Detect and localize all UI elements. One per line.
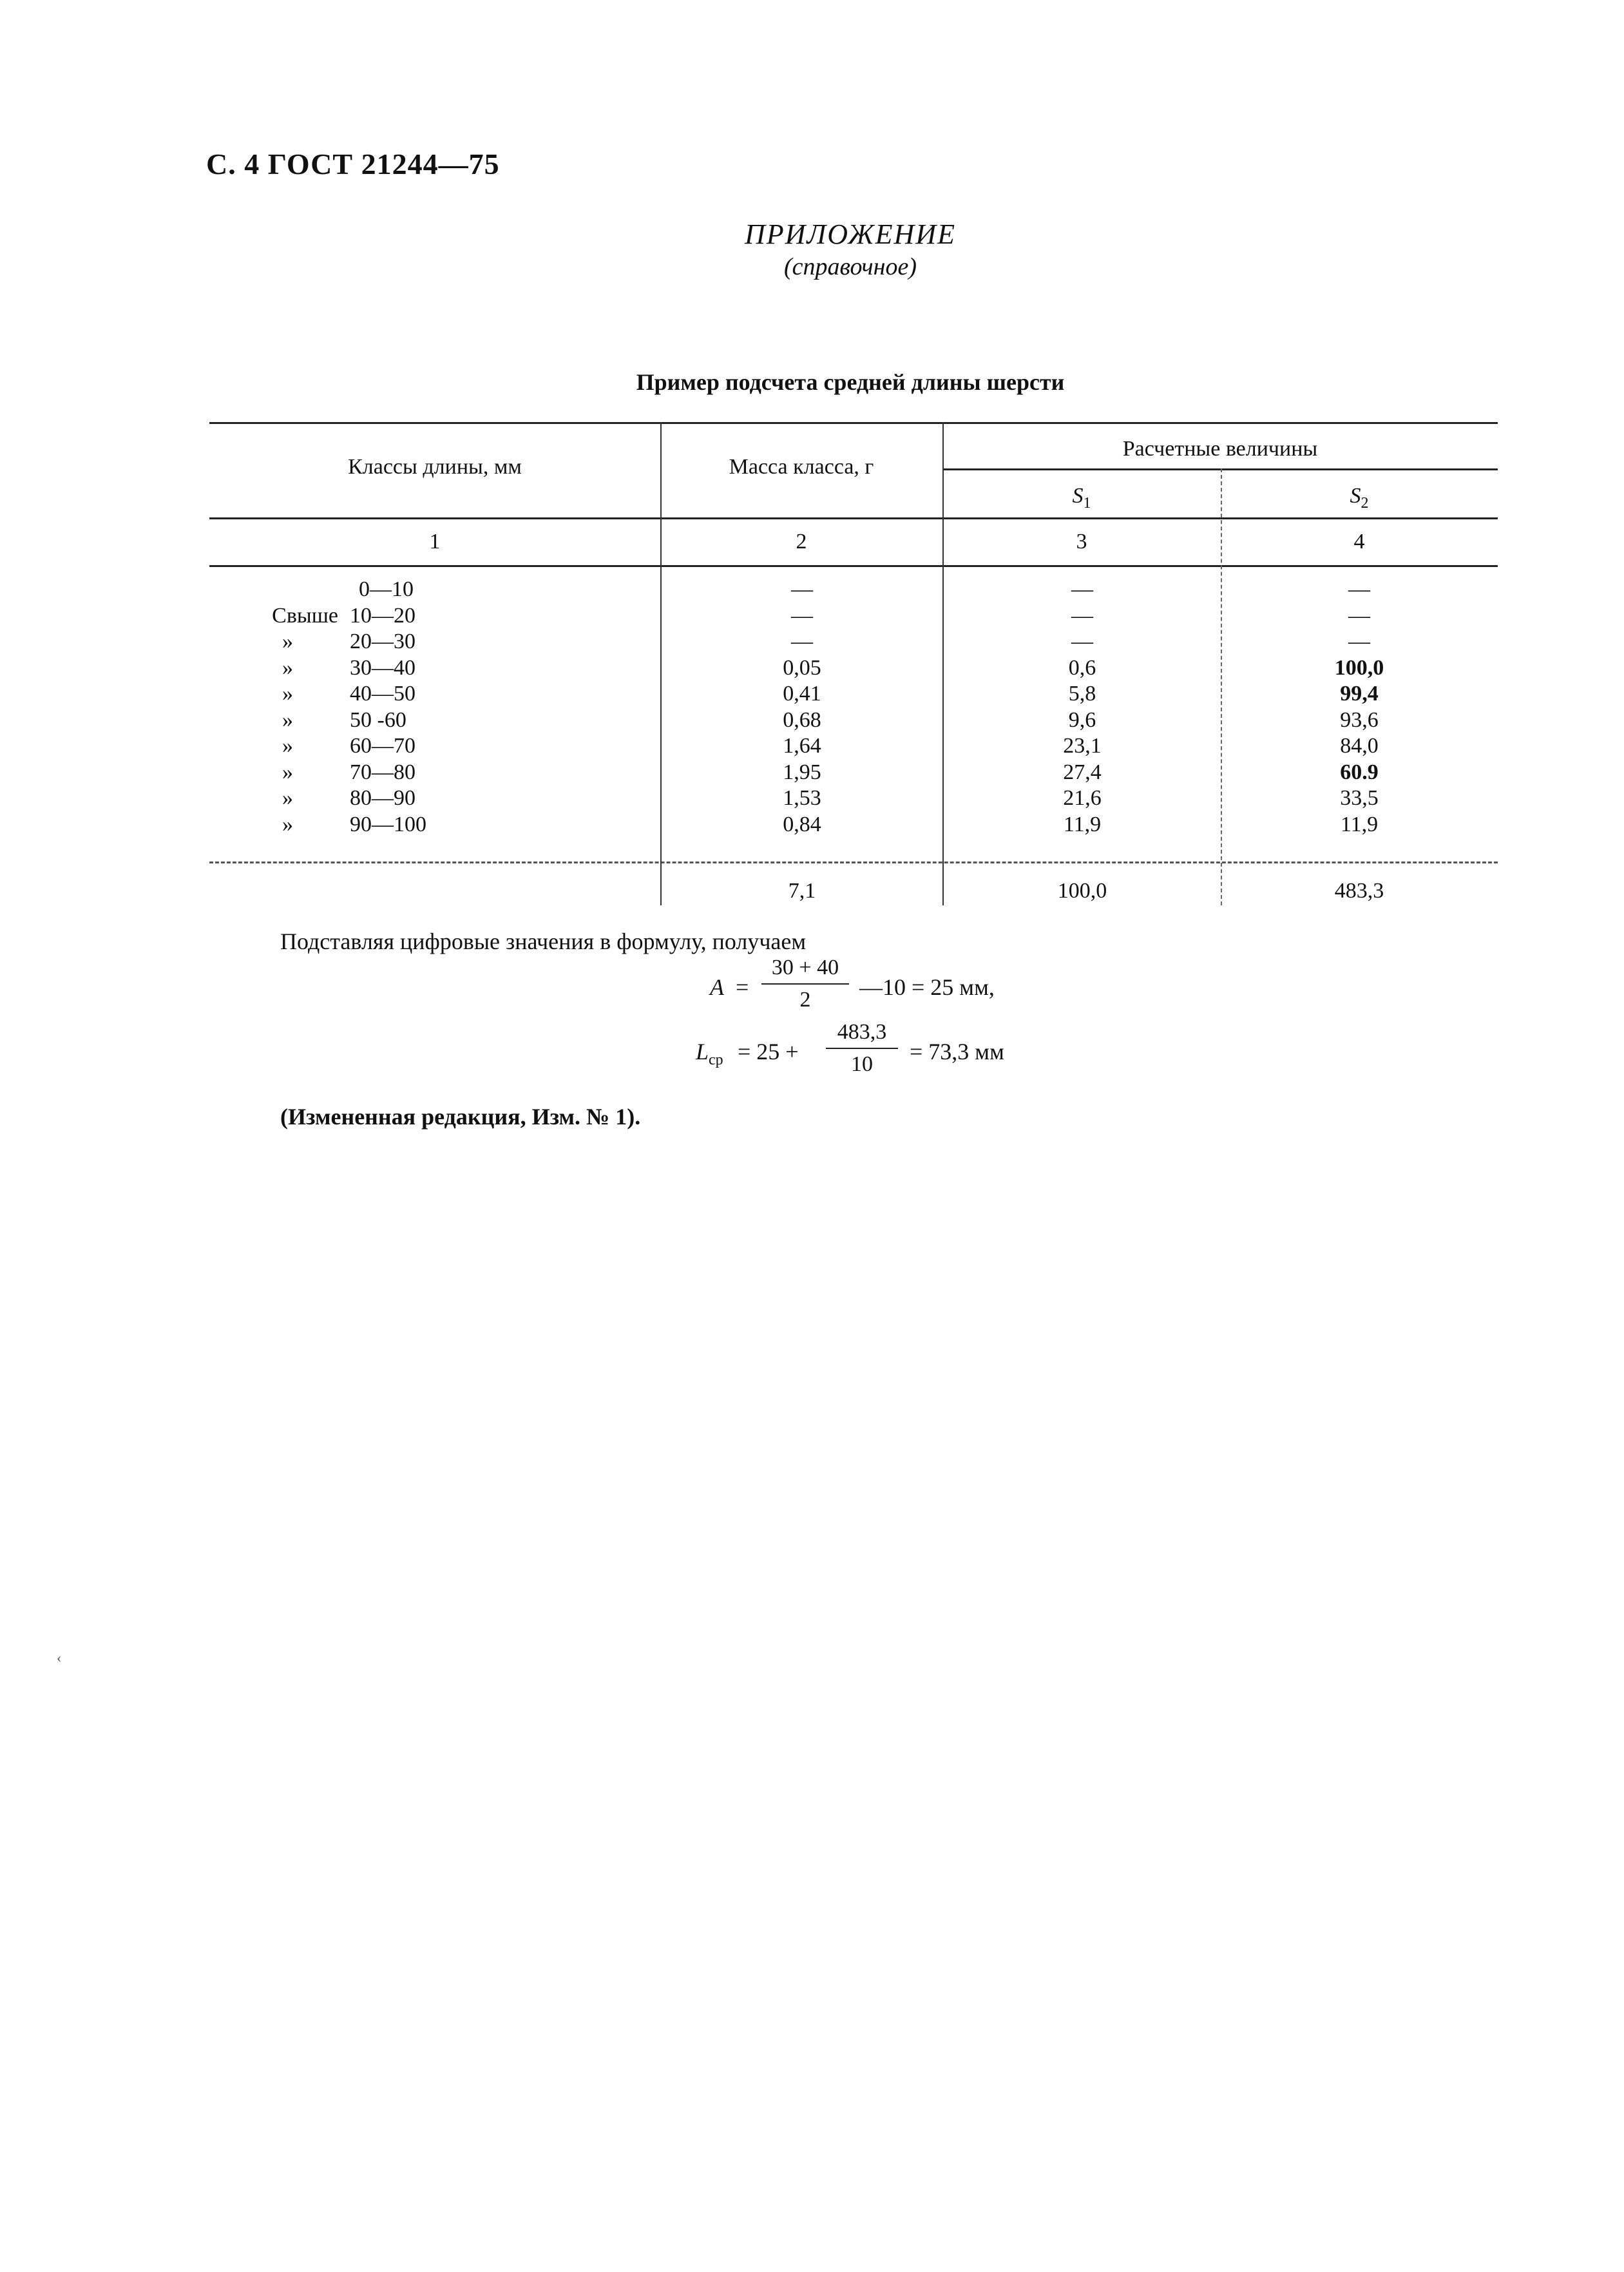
appendix-title: ПРИЛОЖЕНИЕ: [745, 218, 956, 250]
row-s1: 23,1: [1063, 734, 1102, 758]
column-number-1: 1: [429, 530, 441, 554]
row-s1: 9,6: [1068, 708, 1096, 732]
s2-subscript: 2: [1361, 495, 1369, 512]
row-prefix: Свыше: [272, 604, 338, 628]
row-s2: —: [1348, 577, 1370, 601]
total-s1: 100,0: [1057, 879, 1107, 903]
formula-l-rest: = 73,3 мм: [910, 1039, 1004, 1064]
intro-text: Подставляя цифровые значения в формулу, получаем: [280, 929, 807, 954]
formula-l-prefix: = 25 +: [738, 1039, 799, 1064]
formula-l-fraction-bar: [826, 1048, 898, 1049]
row-mass: 0,84: [783, 813, 821, 836]
column-numbers-rule: [209, 565, 1498, 567]
row-range: 60—70: [350, 734, 416, 758]
row-mass: —: [791, 577, 813, 601]
row-s2: 11,9: [1340, 813, 1379, 836]
total-s2: 483,3: [1334, 879, 1384, 903]
row-prefix: »: [282, 760, 293, 784]
row-prefix: »: [282, 813, 293, 836]
stray-mark: ‹: [57, 1650, 62, 1666]
row-prefix: »: [282, 656, 293, 680]
header-calculated-values: Расчетные величины: [1122, 437, 1318, 461]
row-s1: —: [1071, 604, 1093, 628]
header-length-classes: Классы длины, мм: [348, 455, 522, 479]
table-caption: Пример подсчета средней длины шерсти: [636, 369, 1065, 395]
row-s1: 21,6: [1063, 786, 1102, 810]
row-prefix: »: [282, 786, 293, 810]
header-s1: [942, 483, 1221, 516]
row-s1: 5,8: [1068, 682, 1096, 706]
row-mass: 1,53: [783, 786, 821, 810]
row-s1: 11,9: [1063, 813, 1102, 836]
row-range: 10—20: [350, 604, 416, 628]
row-range: 40—50: [350, 682, 416, 706]
row-range: 50 -60: [350, 708, 406, 732]
table-top-rule: [209, 422, 1498, 424]
totals-rule: [209, 862, 1498, 863]
formula-a-rest: —10 = 25 мм,: [859, 974, 995, 1000]
row-s2: 84,0: [1340, 734, 1379, 758]
row-mass: 0,68: [783, 708, 821, 732]
row-mass: 1,95: [783, 760, 821, 784]
row-range: 30—40: [350, 656, 416, 680]
header-class-mass: Масса класса, г: [729, 455, 874, 479]
appendix-subtitle: (справочное): [783, 253, 917, 280]
header-s2: [1221, 483, 1498, 516]
s1-letter: S: [1072, 484, 1084, 508]
row-s2: 60.9: [1340, 760, 1379, 784]
formula-a-lhs: A: [710, 974, 724, 1000]
column-number-3: 3: [1076, 530, 1087, 554]
col-divider-1: [660, 422, 662, 905]
total-mass: 7,1: [788, 879, 816, 903]
formula-a-denominator: 2: [799, 988, 811, 1012]
formula-a-eq: =: [736, 974, 749, 1000]
row-s2: 100,0: [1334, 656, 1384, 680]
row-range: 80—90: [350, 786, 416, 810]
header-bottom-rule: [209, 517, 1498, 519]
formula-l-letter: L: [696, 1039, 709, 1064]
row-prefix: »: [282, 630, 293, 653]
column-number-2: 2: [796, 530, 807, 554]
formula-a-numerator: 30 + 40: [771, 956, 839, 979]
row-mass: 0,41: [783, 682, 821, 706]
formula-a-fraction-bar: [761, 983, 849, 985]
s2-letter: S: [1350, 484, 1361, 508]
row-mass: —: [791, 630, 813, 653]
row-range: 70—80: [350, 760, 416, 784]
s1-subscript: 1: [1083, 495, 1091, 512]
row-prefix: »: [282, 734, 293, 758]
row-mass: —: [791, 604, 813, 628]
column-number-4: 4: [1353, 530, 1365, 554]
formula-l-numerator: 483,3: [837, 1020, 887, 1044]
row-s1: 0,6: [1068, 656, 1096, 680]
row-s2: —: [1348, 604, 1370, 628]
wool-length-table: [209, 422, 1498, 905]
page-header: С. 4 ГОСТ 21244—75: [206, 148, 500, 180]
row-range: 0—10: [359, 577, 414, 601]
row-s1: —: [1071, 577, 1093, 601]
formula-l-denominator: 10: [851, 1052, 873, 1076]
row-s2: 99,4: [1340, 682, 1379, 706]
row-s1: 27,4: [1063, 760, 1102, 784]
row-s2: —: [1348, 630, 1370, 653]
amendment-note: (Измененная редакция, Изм. № 1).: [280, 1104, 641, 1130]
row-prefix: »: [282, 682, 293, 706]
row-mass: 1,64: [783, 734, 821, 758]
row-range: 90—100: [350, 813, 426, 836]
formula-l-subscript: ср: [709, 1052, 723, 1068]
row-prefix: »: [282, 708, 293, 732]
formula-l-lhs: [696, 1037, 723, 1074]
row-mass: 0,05: [783, 656, 821, 680]
row-s1: —: [1071, 630, 1093, 653]
row-range: 20—30: [350, 630, 416, 653]
row-s2: 93,6: [1340, 708, 1379, 732]
row-s2: 33,5: [1340, 786, 1379, 810]
